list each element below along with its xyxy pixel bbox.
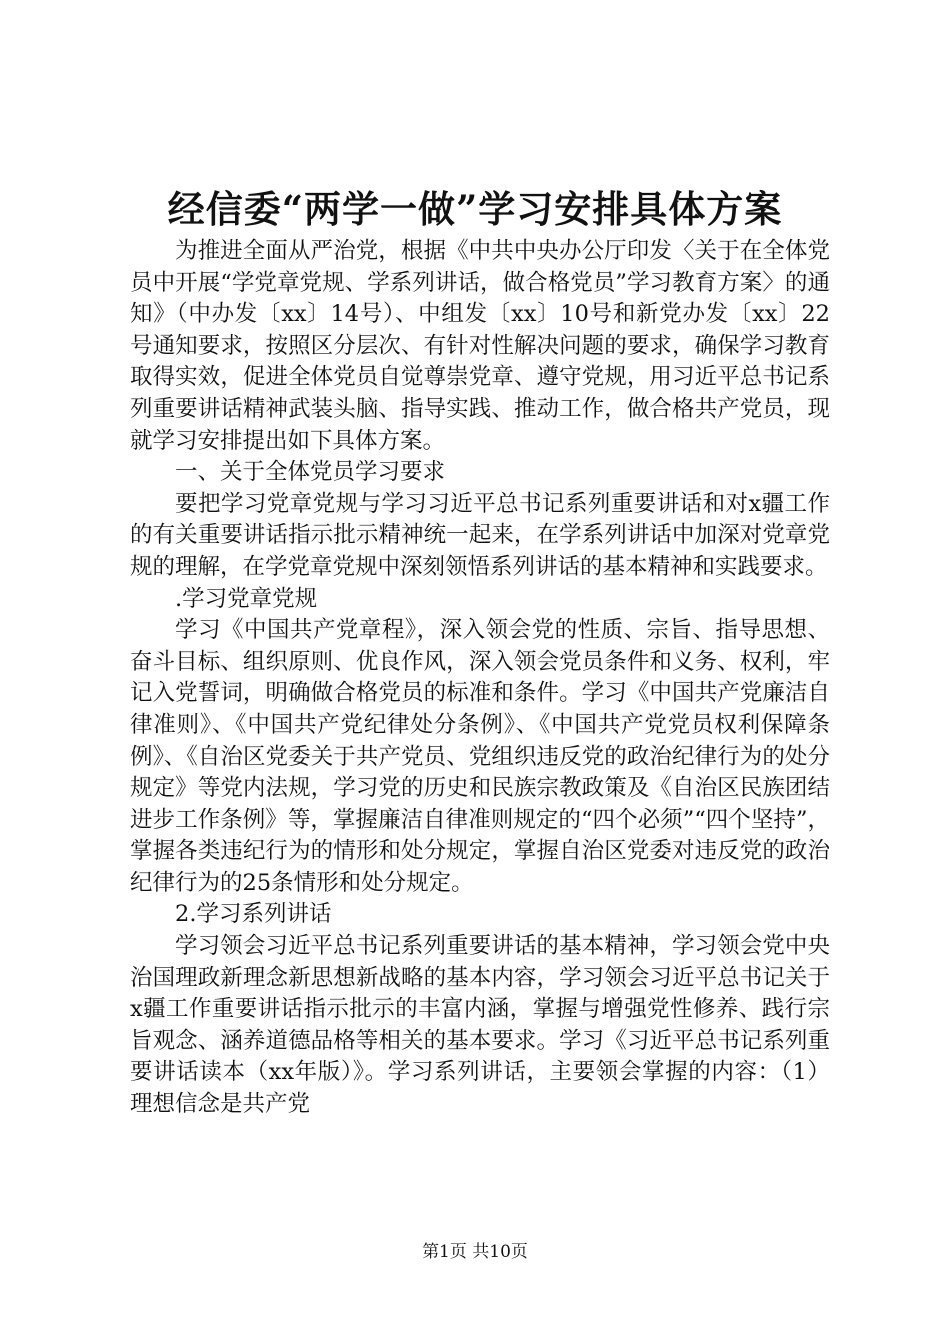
section-heading-1: 一、关于全体党员学习要求 [175,459,446,486]
subsection-1-paragraph: 学习《中国共产党章程》，深入领会党的性质、宗旨、指导思想、奋斗目标、组织原则、优良作风，深入领会党员条件和义务、权利，牢记入党誓词，明确做合格党员的标准和条件。学习《中国共产党廉洁自律准则》、《中国共产党纪律处分条例》、《中国共产党党员权利保障条例》、《自治区党委关于共产党员、党组织违反党的政治纪律行为的处分规定》等党内法规，学习党的历史和民族宗教政策及《自治区民族团结进步工作条例》等，掌握廉洁自律准则规定的“四个必须”“四个坚持”，掌握各类违纪行为的情形和处分规定，掌握自治区党委对违反党的政治纪律行为的25条情形和处分规定。 [130,617,830,896]
section-1-paragraph: 要把学习党章党规与学习习近平总书记系列重要讲话和对x疆工作的有关重要讲话指示批示精神统一起来，在学系列讲话中加深对党章党规的理解，在学党章党规中深刻领悟系列讲话的基本精神和实践要求。 [130,490,830,580]
document-body [130,236,830,1121]
subsection-heading-2: 2.学习系列讲话 [175,901,332,928]
subsection-2-paragraph: 学习领会习近平总书记系列重要讲话的基本精神，学习领会党中央治国理政新理念新思想新战略的基本内容，学习领会习近平总书记关于x疆工作重要讲话指示批示的丰富内涵，掌握与增强党性修养、践行宗旨观念、涵养道德品格等相关的基本要求。学习《习近平总书记系列重要讲话读本（xx年版）》。学习系列讲话，主要领会掌握的内容：（1）理想信念是共产党 [130,933,830,1118]
document-title: 经信委“两学一做”学习安排具体方案 [167,187,783,231]
page-footer: 第1页 共10页 [422,1242,528,1262]
intro-paragraph: 为推进全面从严治党，根据《中共中央办公厅印发〈关于在全体党员中开展“学党章党规、学系列讲话，做合格党员”学习教育方案〉的通知》（中办发〔xx〕14号）、中组发〔xx〕10号和新党办发〔xx〕22号通知要求，按照区分层次、有针对性解决问题的要求，确保学习教育取得实效，促进全体党员自觉尊崇党章、遵守党规，用习近平总书记系列重要讲话精神武装头脑、指导实践、推动工作，做合格共产党员，现就学习安排提出如下具体方案。 [130,238,830,454]
subsection-heading-1: .学习党章党规 [175,585,318,612]
